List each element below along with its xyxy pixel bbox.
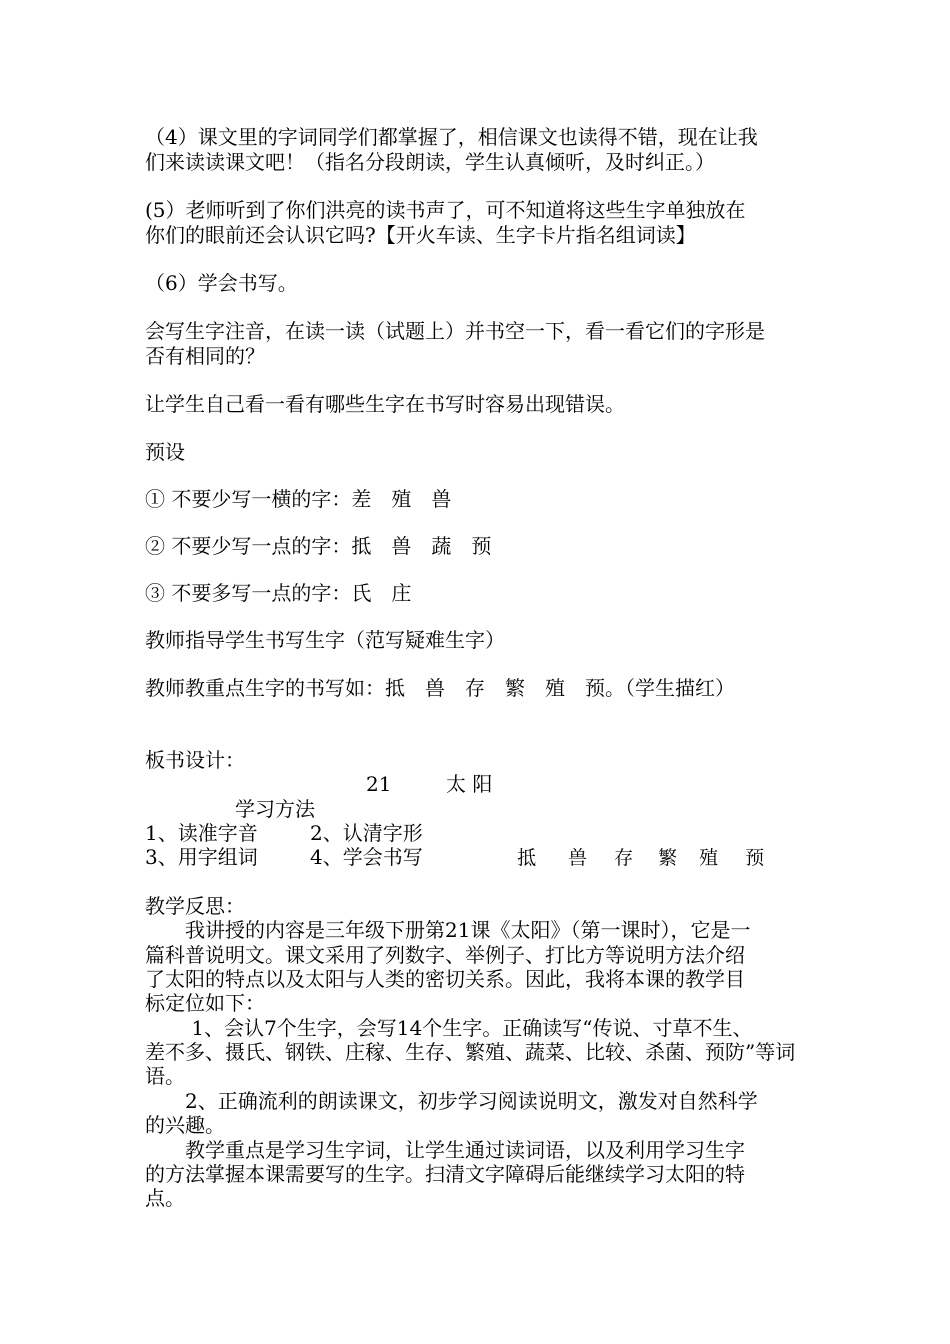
board-method-1: 1、读准字音 [145, 821, 258, 845]
board-method-3: 3、用字组词 [145, 845, 258, 869]
board-method-2: 2、认清字形 [310, 821, 423, 845]
paragraph-5-line-2: 你们的眼前还会认识它吗?【开火车读、生字卡片指名组词读】 [145, 223, 696, 247]
reflection-heading: 教学反思： [145, 894, 245, 918]
reflection-p1-line-1: 我讲授的内容是三年级下册第21课《太阳》（第一课时），它是一 [145, 918, 751, 942]
writing-paragraph-line-1: 会写生字注音，在读一读（试题上）并书空一下，看一看它们的字形是 [145, 319, 765, 343]
preset-rule-1: ① 不要少写一横的字：差 殖 兽 [145, 487, 452, 511]
board-characters [493, 821, 769, 896]
board-char: 兽 [568, 847, 588, 869]
board-lesson-title: 太 阳 [446, 772, 493, 796]
board-char: 繁 [658, 847, 678, 869]
preset-rule-3: ③ 不要多写一点的字：氏 庄 [145, 581, 412, 605]
teacher-guide-line: 教师指导学生书写生字（范写疑难生字） [145, 628, 505, 652]
board-char: 抵 [517, 847, 537, 869]
self-check-paragraph: 让学生自己看一看有哪些生字在书写时容易出现错误。 [145, 392, 625, 416]
reflection-p1-line-4: 标定位如下： [145, 991, 265, 1015]
writing-paragraph-line-2: 否有相同的？ [145, 344, 265, 368]
board-char: 存 [614, 847, 634, 869]
teacher-teach-line: 教师教重点生字的书写如：抵 兽 存 繁 殖 预。（学生描红） [145, 676, 735, 700]
reflection-p4-line-1: 教学重点是学习生字词，让学生通过读词语，以及利用学习生字 [145, 1138, 745, 1162]
reflection-p3-line-1: 2、正确流利的朗读课文，初步学习阅读说明文，激发对自然科学 [145, 1089, 758, 1113]
paragraph-6: （6）学会书写。 [145, 271, 298, 295]
paragraph-4-line-2: 们来读读课文吧！（指名分段朗读，学生认真倾听，及时纠正。） [145, 150, 715, 174]
board-lesson-number: 21 [366, 772, 392, 796]
reflection-p2-line-3: 语。 [145, 1064, 185, 1088]
board-design-heading: 板书设计： [145, 748, 245, 772]
board-method-heading: 学习方法 [235, 797, 315, 821]
reflection-p4-line-3: 点。 [145, 1186, 185, 1210]
board-method-4: 4、学会书写 [310, 845, 423, 869]
board-char: 预 [745, 847, 765, 869]
reflection-p3-line-2: 的兴趣。 [145, 1113, 225, 1137]
reflection-p2-line-1: 1、会认7个生字，会写14个生字。正确读写“传说、寸草不生、 [145, 1016, 753, 1040]
reflection-p1-line-3: 了太阳的特点以及太阳与人类的密切关系。因此，我将本课的教学目 [145, 967, 745, 991]
paragraph-4-line-1: （4）课文里的字词同学们都掌握了，相信课文也读得不错，现在让我 [145, 125, 758, 149]
reflection-p1-line-2: 篇科普说明文。课文采用了列数字、举例子、打比方等说明方法介绍 [145, 943, 745, 967]
reflection-p2-line-2: 差不多、摄氏、钢铁、庄稼、生存、繁殖、蔬菜、比较、杀菌、预防”等词 [145, 1040, 796, 1064]
paragraph-5-line-1: (5）老师听到了你们洪亮的读书声了，可不知道将这些生字单独放在 [145, 198, 746, 222]
reflection-p4-line-2: 的方法掌握本课需要写的生字。扫清文字障碍后能继续学习太阳的特 [145, 1162, 745, 1186]
board-char: 殖 [699, 847, 719, 869]
preset-heading: 预设 [145, 440, 185, 464]
preset-rule-2: ② 不要少写一点的字：抵 兽 蔬 预 [145, 534, 492, 558]
